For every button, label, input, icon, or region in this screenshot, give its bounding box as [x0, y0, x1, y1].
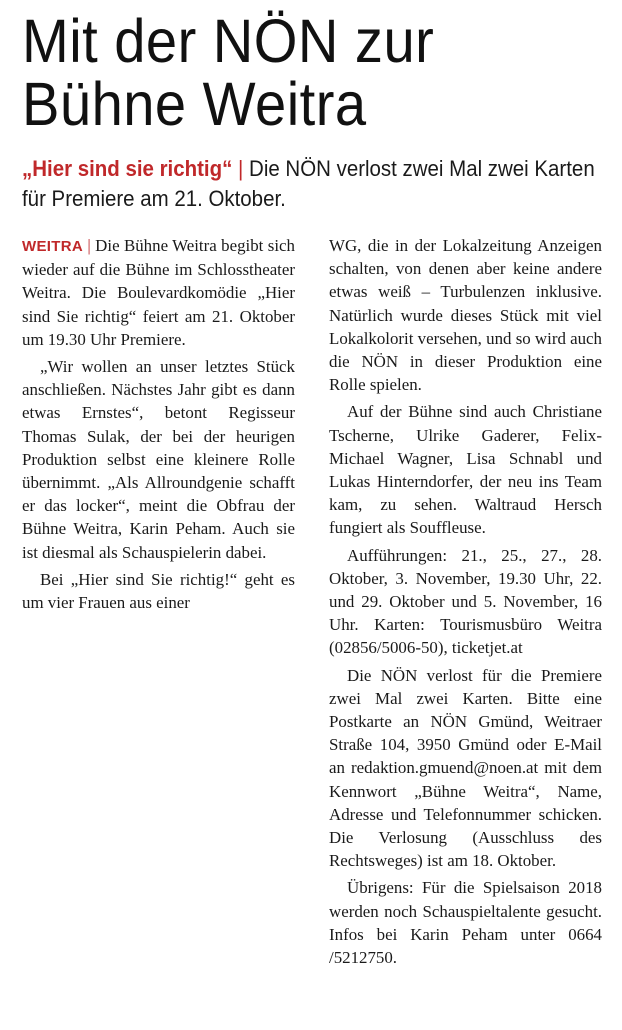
dateline-separator: | — [87, 236, 91, 255]
article-body — [22, 234, 602, 969]
column-right — [329, 234, 602, 969]
column-left — [22, 234, 295, 969]
subhead-kicker: „Hier sind sie richtig“ — [22, 156, 233, 181]
paragraph: Übrigens: Für die Spielsaison 2018 werden noch Schauspieltalente gesucht. Infos bei Karin Peham unter 0664 /5212750. — [329, 878, 602, 968]
subheadline — [22, 154, 599, 214]
paragraph: „Wir wollen an unser letztes Stück anschließen. Nächstes Jahr gibt es dann etwas Ernstes“, betont Regisseur Thomas Sulak, der bei der heurigen Produktion selbst eine kleinere Rolle übernimmt. „Als Allroundgenie schafft er das locker“, meint die Obfrau der Bühne Weitra, Karin Peham. Auch sie ist diesmal als Schauspielerin dabei. — [22, 357, 295, 562]
headline-line-2: Bühne Weitra — [22, 70, 367, 138]
paragraph: Aufführungen: 21., 25., 27., 28. Oktober, 3. November, 19.30 Uhr, 22. und 29. Oktober und 5. November, 16 Uhr. Karten: Tourismusbüro Weitra (02856/5006-50), ticketjet.at — [329, 545, 602, 658]
headline — [22, 0, 556, 136]
paragraph: Bei „Hier sind Sie richtig!“ geht es um vier Frauen aus einer — [22, 569, 295, 613]
paragraph — [22, 234, 295, 351]
paragraph: Die NÖN verlost für die Premiere zwei Mal zwei Karten. Bitte eine Postkarte an NÖN Gmünd, Weitraer Straße 104, 3950 Gmünd oder E-Mail an redaktion.gmuend@noen.at mit dem Kennwort „Bühne Weitra“, Name, Adresse und Telefonnummer schicken. Die Verlosung (Ausschluss des Rechtsweges) ist am 18. Oktober. — [329, 665, 602, 871]
subhead-text: Die NÖN verlost zwei Mal zwei Karten für Premiere am 21. Oktober. — [22, 156, 595, 211]
paragraph: WG, die in der Lokalzeitung Anzeigen schalten, von denen aber keine andere etwas weiß – Turbulenzen inklusive. Natürlich wurde dieses Stück mit viel Lokalkolorit versehen, und so wird auch die NÖN in dieser Produktion eine Rolle spielen. — [329, 236, 602, 395]
headline-line-1: Mit der NÖN zur — [22, 7, 435, 75]
paragraph: Auf der Bühne sind auch Christiane Tscherne, Ulrike Gaderer, Felix-Michael Wagner, Lisa Schnabl und Lukas Hinterndorfer, der neu ins Team kam, zu sehen. Waltraud Hersch fungiert als Souffleuse. — [329, 402, 602, 538]
dateline: WEITRA — [22, 238, 83, 255]
paragraph-text: Die Bühne Weitra begibt sich wieder auf die Bühne im Schlosstheater Weitra. Die Boulevardkomödie „Hier sind Sie richtig“ feiert am 21. Oktober um 19.30 Uhr Premiere. — [22, 236, 295, 349]
subhead-separator: | — [238, 156, 244, 181]
